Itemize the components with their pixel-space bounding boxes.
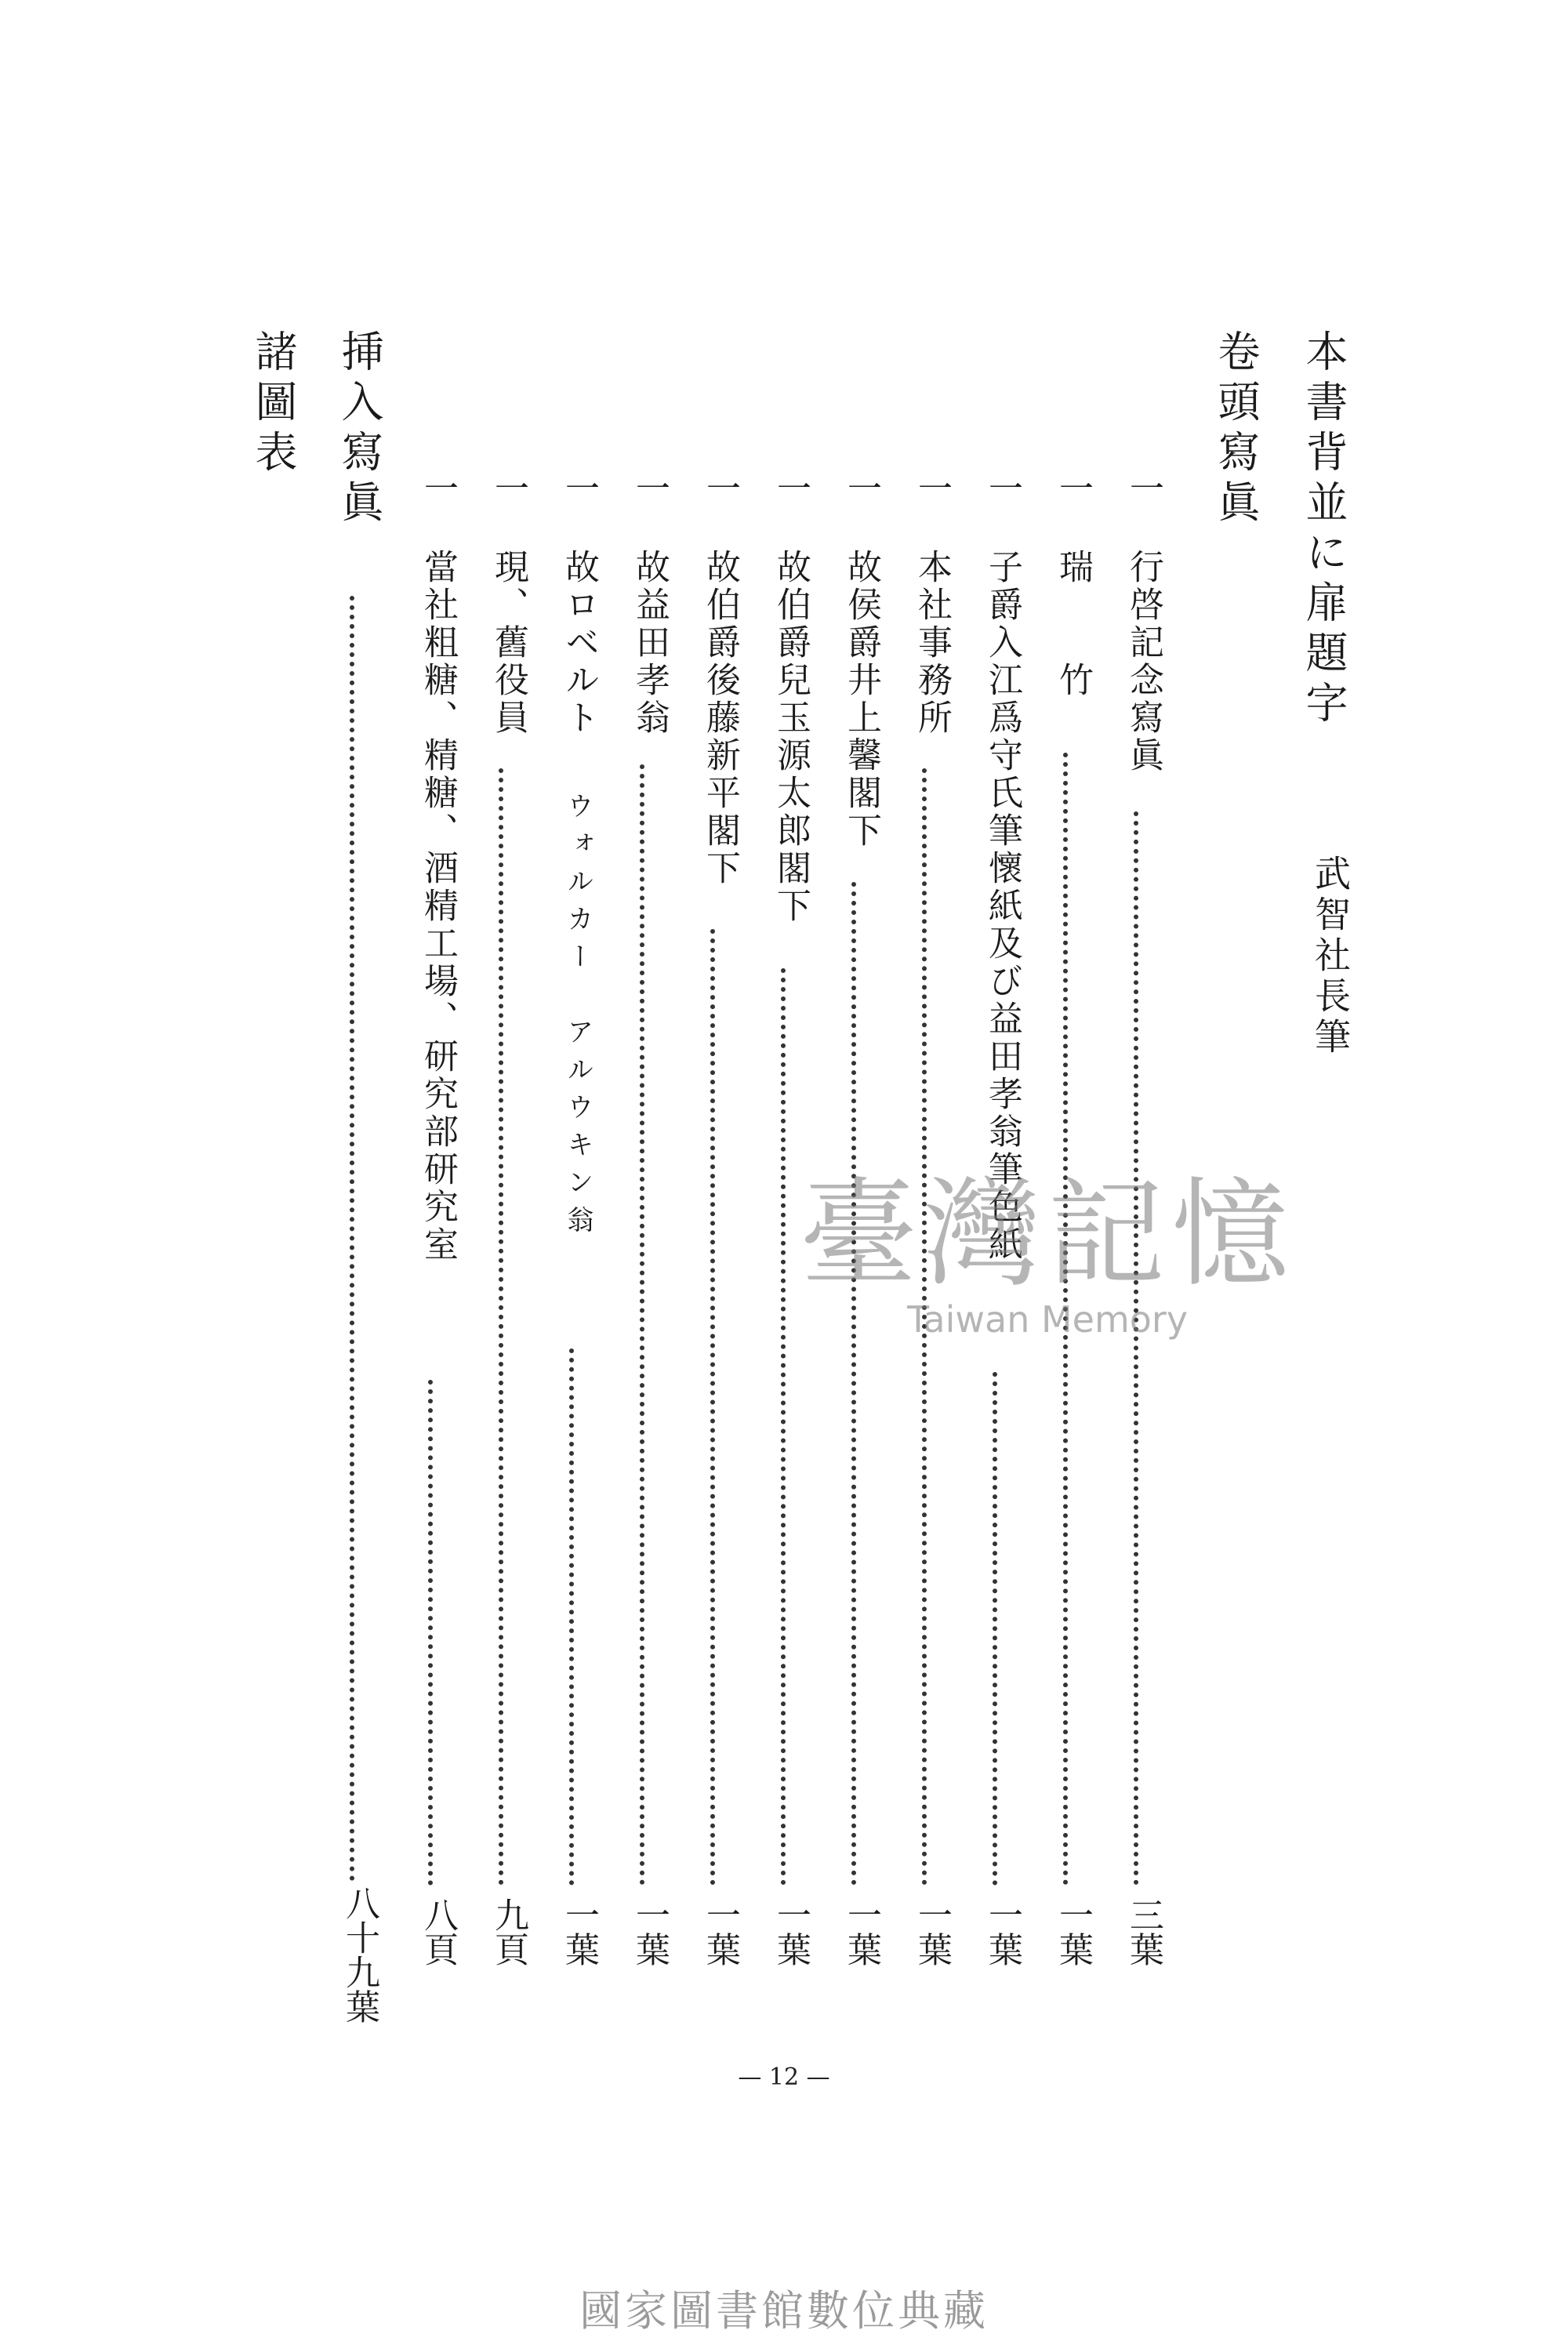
title-credit: 武智社長筆 — [1309, 855, 1352, 1058]
entry-ref: 一葉 — [559, 1897, 599, 1966]
leader-dots — [499, 768, 503, 1886]
entry-ref: 一葉 — [982, 1897, 1022, 1966]
entry-ref: 三葉 — [1123, 1897, 1163, 1966]
entry-dash: 一 — [771, 470, 811, 505]
entry-dash: 一 — [982, 470, 1022, 505]
leader-dots — [993, 1372, 997, 1886]
entry-dash: 一 — [488, 470, 528, 505]
entry-text: 故ロベルト — [559, 549, 599, 737]
page-number: — 12 — — [738, 2063, 830, 2091]
entry-text: 瑞 竹 — [1053, 549, 1093, 699]
leader-dots — [350, 596, 354, 1882]
entry-ref: 一葉 — [912, 1897, 952, 1966]
entry-text: 故益田孝翁 — [630, 549, 670, 737]
leader-dots — [781, 968, 786, 1886]
watermark-english: Taiwan Memory — [906, 1298, 1189, 1341]
leader-dots — [1134, 811, 1138, 1886]
library-footer: 國家圖書館數位典藏 — [579, 2286, 989, 2336]
entry-text: 故伯爵後藤新平閣下 — [700, 549, 740, 887]
watermark-chinese: 臺灣記憶 — [800, 1167, 1296, 1303]
entry-dash: 一 — [630, 470, 670, 505]
entry-dash: 一 — [559, 470, 599, 505]
entry-ref: 一葉 — [1053, 1897, 1093, 1966]
entry-dash: 一 — [912, 470, 952, 505]
entry-ref: 九頁 — [488, 1897, 528, 1966]
entry-ref: 一葉 — [841, 1897, 881, 1966]
entry-text: 子爵入江爲守氏筆懷紙及び益田孝翁筆色紙 — [982, 549, 1022, 1264]
entry-dash: 一 — [700, 470, 740, 505]
entry-dash: 一 — [418, 470, 458, 505]
entry-ref: 八頁 — [418, 1897, 458, 1966]
leader-dots — [851, 882, 856, 1886]
book-title: 本書背並に扉題字 — [1299, 329, 1348, 731]
inserted-photos-heading: 挿入寫眞 — [335, 329, 384, 530]
entry-text: 故伯爵兒玉源太郎閣下 — [771, 549, 811, 925]
entry-dash: 一 — [841, 470, 881, 505]
entry-text: 當社粗糖、精糖、酒精工場、研究部研究室 — [418, 549, 458, 1264]
entry-ref: 一葉 — [771, 1897, 811, 1966]
frontispiece-heading: 卷頭寫眞 — [1211, 329, 1261, 530]
entry-dash: 一 — [1053, 470, 1093, 505]
leader-dots — [569, 1348, 574, 1886]
leader-dots — [428, 1380, 433, 1886]
entry-text: 本社事務所 — [912, 549, 952, 737]
leader-dots — [640, 764, 644, 1886]
watermark — [800, 1167, 1296, 1341]
entry-text: 故侯爵井上馨閣下 — [841, 549, 881, 850]
inserted-photos-ref: 八十九葉 — [339, 1886, 379, 2024]
entry-kana: ウォルカー アルウキン翁 — [562, 792, 593, 1243]
entry-text: 現、舊役員 — [488, 549, 528, 737]
entry-dash: 一 — [1123, 470, 1163, 505]
entry-text: 行啓記念寫眞 — [1123, 549, 1163, 775]
leader-dots — [710, 929, 715, 1886]
entry-ref: 一葉 — [700, 1897, 740, 1966]
entry-ref: 一葉 — [630, 1897, 670, 1966]
diagrams-heading: 諸圖表 — [249, 329, 298, 480]
